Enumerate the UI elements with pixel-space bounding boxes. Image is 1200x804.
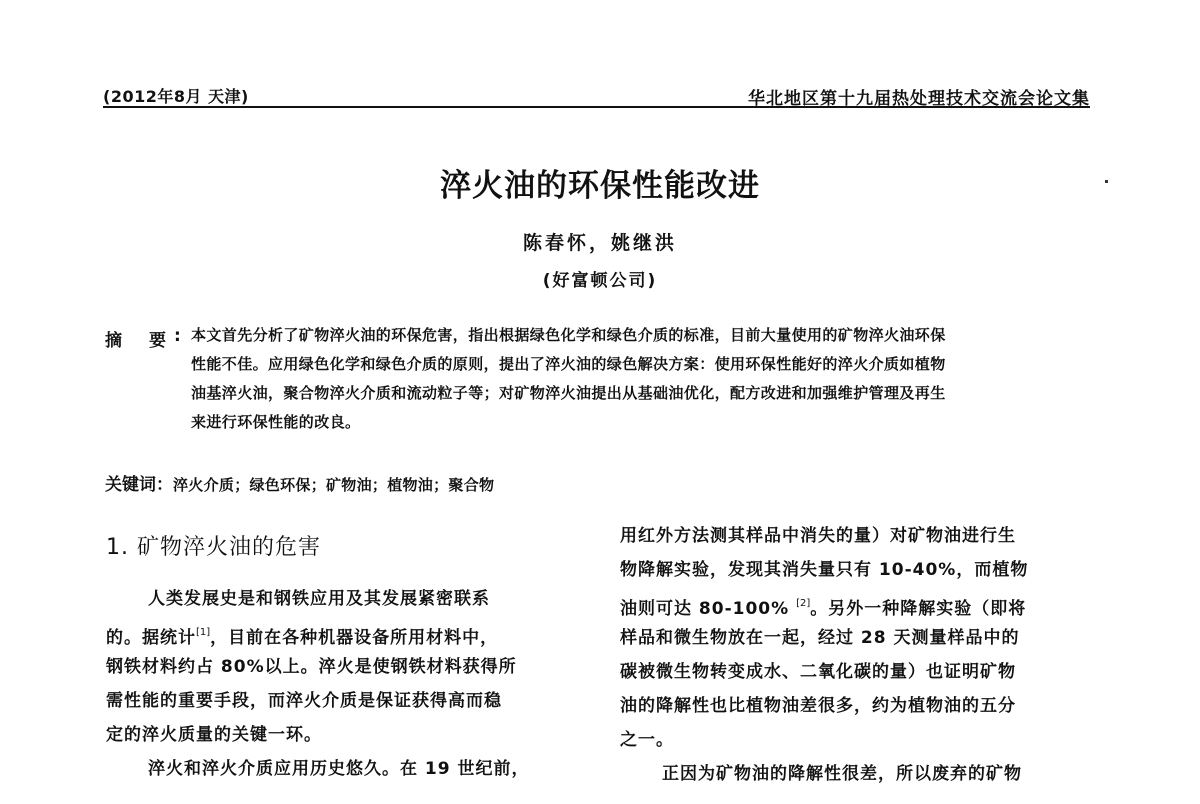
- body-text: 。另外一种降解实验（即将: [810, 599, 1027, 619]
- paper-authors: 陈春怀，姚继洪: [522, 232, 677, 254]
- body-line: 用红外方法测其样品中消失的量）对矿物油进行生: [620, 526, 1016, 546]
- abstract-label-char-1: 摘: [105, 331, 122, 351]
- body-line: 定的淬火质量的关键一环。: [106, 725, 322, 745]
- abstract-line: 来进行环保性能的改良。: [191, 413, 361, 431]
- abstract-label-char-2: 要: [149, 331, 166, 351]
- citation-ref[interactable]: [2]: [796, 598, 811, 609]
- keywords-list: 淬火介质；绿色环保；矿物油；植物油；聚合物: [173, 476, 495, 494]
- body-line: [620, 593, 1090, 627]
- body-text: 的。据统计: [106, 628, 196, 648]
- body-line: 之一。: [620, 730, 674, 750]
- paper-title: 淬火油的环保性能改进: [440, 168, 760, 204]
- keywords-line: [105, 470, 1090, 495]
- abstract-text: [191, 326, 1090, 442]
- section-heading: 1. 矿物淬火油的危害: [106, 535, 321, 560]
- abstract-line: 本文首先分析了矿物淬火油的环保危害，指出根据绿色化学和绿色介质的标准，目前大量使用的矿物淬火油环保: [191, 326, 946, 344]
- header-date-location: (2012年8月 天津): [103, 87, 249, 106]
- abstract-label: [105, 326, 195, 351]
- abstract-label-colon: :: [174, 326, 181, 346]
- body-line: 正因为矿物油的降解性很差，所以废弃的矿物: [662, 764, 1022, 784]
- left-column: [106, 530, 594, 792]
- body-line: 油的降解性也比植物油差很多，约为植物油的五分: [620, 696, 1016, 716]
- keywords-label: 关键词：: [105, 475, 173, 495]
- body-text: 油则可达 80-100%: [620, 599, 797, 619]
- body-line: 需性能的重要手段，而淬火介质是保证获得高而稳: [106, 691, 502, 711]
- paper-affiliation: (好富顿公司): [542, 271, 658, 291]
- body-line: 碳被微生物转变成水、二氧化碳的量）也证明矿物: [620, 662, 1016, 682]
- running-header: [103, 80, 1090, 108]
- abstract-line: 性能不佳。应用绿色化学和绿色介质的原则，提出了淬火油的绿色解决方案：使用环保性能好的淬火介质如植物: [191, 355, 946, 373]
- header-proceedings-title: 华北地区第十九届热处理技术交流会论文集: [748, 89, 1090, 109]
- right-column: [620, 525, 1090, 797]
- abstract-line: 油基淬火油，聚合物淬火介质和流动粒子等；对矿物淬火油提出从基础油优化，配方改进和加强维护管理及再生: [191, 384, 946, 402]
- body-line: 物降解实验，发现其消失量只有 10-40%，而植物: [620, 560, 1029, 580]
- body-line: 人类发展史是和钢铁应用及其发展紧密联系: [148, 589, 490, 609]
- body-line: 钢铁材料约占 80%以上。淬火是使钢铁材料获得所: [106, 657, 517, 677]
- citation-ref[interactable]: [1]: [196, 627, 211, 638]
- body-line: [106, 622, 594, 656]
- body-line: 淬火和淬火介质应用历史悠久。在 19 世纪前，: [148, 759, 530, 779]
- body-line: 样品和微生物放在一起，经过 28 天测量样品中的: [620, 628, 1020, 648]
- body-text: ，目前在各种机器设备所用材料中，: [210, 628, 499, 648]
